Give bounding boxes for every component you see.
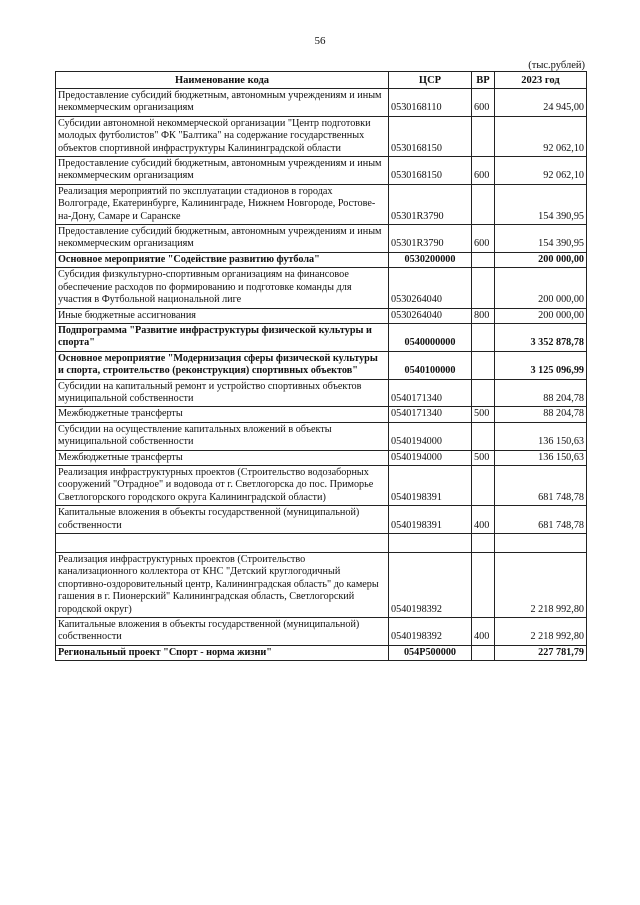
cell-csr: 0540194000 bbox=[389, 422, 472, 450]
cell-amount: 200 000,00 bbox=[495, 308, 587, 323]
units-label: (тыс.рублей) bbox=[528, 60, 585, 71]
cell-csr: 0540198391 bbox=[389, 506, 472, 534]
cell-name: Реализация инфраструктурных проектов (Строительство канализационного коллектора от КНС "Детский круглогодичный спортивно-оздоровительный центр, Калининградская область" до камеры гашения в г. Пионерский" Калининградская область, Светлогорский городской округ) bbox=[56, 553, 389, 618]
cell-vr bbox=[472, 268, 495, 308]
cell-csr: 0540171340 bbox=[389, 379, 472, 407]
cell-amount: 24 945,00 bbox=[495, 89, 587, 117]
cell-vr bbox=[472, 184, 495, 224]
table-row bbox=[56, 351, 587, 379]
cell-name: Субсидии автономной некоммерческой организации "Центр подготовки молодых футболистов" ФК "Балтика" на содержание государственных объектов спортивной инфраструктуры Калининградской области bbox=[56, 116, 389, 156]
cell-amount bbox=[495, 534, 587, 553]
cell-name: Капитальные вложения в объекты государственной (муниципальной) собственности bbox=[56, 618, 389, 646]
table-body bbox=[56, 89, 587, 661]
cell-name: Межбюджетные трансферты bbox=[56, 450, 389, 465]
cell-csr: 0530264040 bbox=[389, 308, 472, 323]
cell-vr bbox=[472, 252, 495, 267]
cell-name: Предоставление субсидий бюджетным, автономным учреждениям и иным некоммерческим организациям bbox=[56, 89, 389, 117]
cell-csr: 0540198391 bbox=[389, 465, 472, 505]
header-name: Наименование кода bbox=[56, 72, 389, 89]
cell-name bbox=[56, 534, 389, 553]
cell-amount: 154 390,95 bbox=[495, 225, 587, 253]
table-row bbox=[56, 450, 587, 465]
table-row bbox=[56, 553, 587, 618]
table-row bbox=[56, 116, 587, 156]
cell-amount: 200 000,00 bbox=[495, 252, 587, 267]
cell-name: Подпрограмма "Развитие инфраструктуры физической культуры и спорта" bbox=[56, 323, 389, 351]
header-vr: ВР bbox=[472, 72, 495, 89]
cell-amount: 3 125 096,99 bbox=[495, 351, 587, 379]
table-row bbox=[56, 89, 587, 117]
cell-name: Субсидии на капитальный ремонт и устройство спортивных объектов муниципальной собственности bbox=[56, 379, 389, 407]
cell-csr: 0540171340 bbox=[389, 407, 472, 422]
cell-vr bbox=[472, 645, 495, 660]
cell-amount: 88 204,78 bbox=[495, 407, 587, 422]
budget-table bbox=[55, 71, 587, 661]
page-number: 56 bbox=[314, 35, 326, 47]
cell-amount: 136 150,63 bbox=[495, 422, 587, 450]
cell-amount: 92 062,10 bbox=[495, 116, 587, 156]
cell-amount: 681 748,78 bbox=[495, 506, 587, 534]
cell-vr bbox=[472, 379, 495, 407]
cell-vr: 400 bbox=[472, 506, 495, 534]
header-csr: ЦСР bbox=[389, 72, 472, 89]
table-row bbox=[56, 268, 587, 308]
cell-amount: 136 150,63 bbox=[495, 450, 587, 465]
cell-amount: 227 781,79 bbox=[495, 645, 587, 660]
cell-vr bbox=[472, 465, 495, 505]
cell-amount: 88 204,78 bbox=[495, 379, 587, 407]
table-row bbox=[56, 618, 587, 646]
cell-vr: 400 bbox=[472, 618, 495, 646]
table-row bbox=[56, 323, 587, 351]
cell-vr: 600 bbox=[472, 89, 495, 117]
cell-name: Региональный проект "Спорт - норма жизни" bbox=[56, 645, 389, 660]
cell-csr: 0530200000 bbox=[389, 252, 472, 267]
cell-name: Предоставление субсидий бюджетным, автономным учреждениям и иным некоммерческим организациям bbox=[56, 157, 389, 185]
cell-csr: 0540194000 bbox=[389, 450, 472, 465]
table-row bbox=[56, 506, 587, 534]
table-row bbox=[56, 225, 587, 253]
table-row bbox=[56, 379, 587, 407]
cell-name: Межбюджетные трансферты bbox=[56, 407, 389, 422]
cell-amount: 92 062,10 bbox=[495, 157, 587, 185]
table-row bbox=[56, 422, 587, 450]
cell-csr: 05301R3790 bbox=[389, 225, 472, 253]
cell-csr: 0530168150 bbox=[389, 157, 472, 185]
cell-amount: 681 748,78 bbox=[495, 465, 587, 505]
table-row bbox=[56, 308, 587, 323]
cell-csr: 05301R3790 bbox=[389, 184, 472, 224]
table-row bbox=[56, 534, 587, 553]
cell-amount: 200 000,00 bbox=[495, 268, 587, 308]
cell-name: Основное мероприятие "Содействие развитию футбола" bbox=[56, 252, 389, 267]
table-row bbox=[56, 465, 587, 505]
cell-csr bbox=[389, 534, 472, 553]
cell-vr bbox=[472, 553, 495, 618]
cell-vr bbox=[472, 116, 495, 156]
cell-vr bbox=[472, 351, 495, 379]
cell-csr: 0530168110 bbox=[389, 89, 472, 117]
table-row bbox=[56, 157, 587, 185]
cell-name: Реализация мероприятий по эксплуатации стадионов в городах Волгограде, Екатеринбурге, Калининграде, Нижнем Новгороде, Ростове-на-Дону, Самаре и Саранске bbox=[56, 184, 389, 224]
cell-name: Предоставление субсидий бюджетным, автономным учреждениям и иным некоммерческим организациям bbox=[56, 225, 389, 253]
cell-vr: 800 bbox=[472, 308, 495, 323]
cell-vr: 600 bbox=[472, 157, 495, 185]
cell-vr: 500 bbox=[472, 450, 495, 465]
cell-vr: 500 bbox=[472, 407, 495, 422]
cell-amount: 2 218 992,80 bbox=[495, 618, 587, 646]
cell-csr: 0530168150 bbox=[389, 116, 472, 156]
cell-amount: 2 218 992,80 bbox=[495, 553, 587, 618]
cell-csr: 0540198392 bbox=[389, 618, 472, 646]
cell-vr: 600 bbox=[472, 225, 495, 253]
cell-vr bbox=[472, 534, 495, 553]
cell-amount: 154 390,95 bbox=[495, 184, 587, 224]
table-row bbox=[56, 184, 587, 224]
cell-csr: 0540000000 bbox=[389, 323, 472, 351]
cell-csr: 0540198392 bbox=[389, 553, 472, 618]
table-row bbox=[56, 252, 587, 267]
cell-name: Субсидии на осуществление капитальных вложений в объекты муниципальной собственности bbox=[56, 422, 389, 450]
cell-vr bbox=[472, 323, 495, 351]
cell-name: Иные бюджетные ассигнования bbox=[56, 308, 389, 323]
table-row bbox=[56, 645, 587, 660]
cell-vr bbox=[472, 422, 495, 450]
table-header-row bbox=[56, 72, 587, 89]
cell-name: Основное мероприятие "Модернизация сферы физической культуры и спорта, строительство (реконструкция) спортивных объектов" bbox=[56, 351, 389, 379]
cell-name: Субсидия физкультурно-спортивным организациям на финансовое обеспечение расходов по формированию и подготовке команды для участия в Футбольной национальной лиге bbox=[56, 268, 389, 308]
cell-name: Реализация инфраструктурных проектов (Строительство водозаборных сооружений "Отрадное" и водовода от г. Светлогорска до пос. Приморье Светлогорского городского округа Калининградской области) bbox=[56, 465, 389, 505]
cell-csr: 0530264040 bbox=[389, 268, 472, 308]
cell-csr: 054P500000 bbox=[389, 645, 472, 660]
cell-csr: 0540100000 bbox=[389, 351, 472, 379]
header-amount: 2023 год bbox=[495, 72, 587, 89]
cell-name: Капитальные вложения в объекты государственной (муниципальной) собственности bbox=[56, 506, 389, 534]
cell-amount: 3 352 878,78 bbox=[495, 323, 587, 351]
table-row bbox=[56, 407, 587, 422]
